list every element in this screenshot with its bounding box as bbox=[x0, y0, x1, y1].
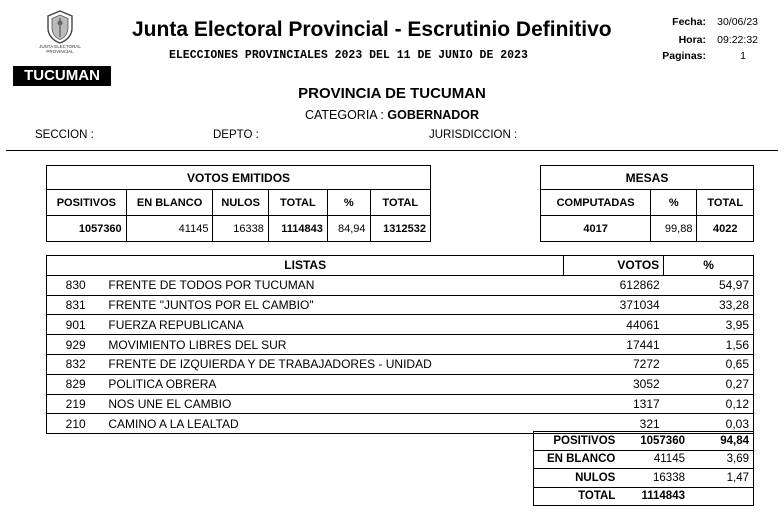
lista-pct: 3,95 bbox=[664, 315, 754, 335]
totales-pct: 3,69 bbox=[689, 450, 754, 469]
totales-row bbox=[534, 432, 754, 451]
header-total: TOTAL bbox=[268, 190, 327, 216]
totales-pct bbox=[689, 487, 754, 506]
header-mesas-total: TOTAL bbox=[697, 190, 754, 216]
logo-text-line1: JUNTA ELECTORAL bbox=[39, 44, 81, 49]
totales-row bbox=[534, 469, 754, 488]
lista-pct: 0,65 bbox=[664, 354, 754, 374]
listas-table bbox=[46, 255, 754, 434]
totales-row bbox=[534, 487, 754, 506]
categoria-value: GOBERNADOR bbox=[387, 108, 480, 122]
totales-row bbox=[534, 450, 754, 469]
header-total-padron: TOTAL bbox=[370, 190, 430, 216]
totales-label: TOTAL bbox=[534, 487, 620, 506]
table-row bbox=[47, 374, 754, 394]
value-mesas-total: 4022 bbox=[697, 216, 754, 242]
header-en-blanco: EN BLANCO bbox=[126, 190, 213, 216]
lista-votos: 44061 bbox=[564, 315, 664, 335]
totales-pct: 94,84 bbox=[689, 432, 754, 451]
totales-label: EN BLANCO bbox=[534, 450, 620, 469]
lista-votos: 612862 bbox=[564, 275, 664, 295]
hora-label: Hora: bbox=[678, 34, 706, 46]
lista-votos: 321 bbox=[564, 414, 664, 434]
lista-number: 829 bbox=[47, 374, 105, 394]
hora-value: 09:22:32 bbox=[717, 34, 758, 46]
table-row bbox=[47, 275, 754, 295]
totales-label: NULOS bbox=[534, 469, 620, 488]
seccion-label: SECCION : bbox=[35, 129, 94, 141]
fecha-value: 30/06/23 bbox=[717, 16, 758, 28]
paginas-value: 1 bbox=[740, 50, 746, 62]
page-title: Junta Electoral Provincial - Escrutinio Definitivo bbox=[132, 18, 612, 41]
votos-emitidos-table bbox=[46, 165, 431, 242]
lista-number: 929 bbox=[47, 335, 105, 355]
fecha-label: Fecha: bbox=[672, 16, 706, 28]
categoria-label: CATEGORIA : bbox=[304, 108, 384, 122]
lista-number: 219 bbox=[47, 394, 105, 414]
value-total-padron: 1312532 bbox=[370, 216, 430, 242]
header-pct: % bbox=[327, 190, 370, 216]
votos-emitidos-title: VOTOS EMITIDOS bbox=[47, 166, 431, 190]
lista-pct: 1,56 bbox=[664, 335, 754, 355]
lista-votos: 17441 bbox=[564, 335, 664, 355]
lista-name: FUERZA REPUBLICANA bbox=[104, 315, 564, 335]
value-pct: 84,94 bbox=[327, 216, 370, 242]
value-total: 1114843 bbox=[268, 216, 327, 242]
lista-votos: 7272 bbox=[564, 354, 664, 374]
depto-label: DEPTO : bbox=[213, 129, 259, 141]
junta-electoral-logo bbox=[35, 10, 85, 62]
lista-pct: 33,28 bbox=[664, 295, 754, 315]
lista-name: MOVIMIENTO LIBRES DEL SUR bbox=[104, 335, 564, 355]
jurisdiccion-label: JURISDICCION : bbox=[429, 129, 518, 141]
lista-name: FRENTE "JUNTOS POR EL CAMBIO" bbox=[104, 295, 564, 315]
lista-votos: 371034 bbox=[564, 295, 664, 315]
value-computadas: 4017 bbox=[541, 216, 651, 242]
votos-header: VOTOS bbox=[564, 256, 664, 276]
header-positivos: POSITIVOS bbox=[47, 190, 127, 216]
mesas-table bbox=[540, 165, 754, 242]
lista-pct: 0,12 bbox=[664, 394, 754, 414]
lista-name: POLITICA OBRERA bbox=[104, 374, 564, 394]
value-positivos: 1057360 bbox=[47, 216, 127, 242]
table-row bbox=[47, 315, 754, 335]
province-badge: TUCUMAN bbox=[13, 66, 111, 86]
lista-number: 832 bbox=[47, 354, 105, 374]
totales-votos: 41145 bbox=[619, 450, 689, 469]
header-mesas-pct: % bbox=[651, 190, 697, 216]
lista-votos: 3052 bbox=[564, 374, 664, 394]
value-en-blanco: 41145 bbox=[126, 216, 213, 242]
paginas-label: Paginas: bbox=[662, 50, 706, 62]
totales-table bbox=[533, 431, 754, 506]
header-computadas: COMPUTADAS bbox=[541, 190, 651, 216]
lista-pct: 0,27 bbox=[664, 374, 754, 394]
totales-label: POSITIVOS bbox=[534, 432, 620, 451]
header-nulos: NULOS bbox=[213, 190, 268, 216]
pct-header: % bbox=[664, 256, 754, 276]
lista-votos: 1317 bbox=[564, 394, 664, 414]
lista-number: 210 bbox=[47, 414, 105, 434]
categoria-line bbox=[0, 108, 784, 122]
totales-votos: 1114843 bbox=[619, 487, 689, 506]
lista-name: FRENTE DE IZQUIERDA Y DE TRABAJADORES - UNIDAD bbox=[104, 354, 564, 374]
lista-name: NOS UNE EL CAMBIO bbox=[104, 394, 564, 414]
logo-text-line2: PROVINCIAL bbox=[46, 49, 74, 54]
provincia-title: PROVINCIA DE TUCUMAN bbox=[298, 85, 486, 102]
lista-name: FRENTE DE TODOS POR TUCUMAN bbox=[104, 275, 564, 295]
lista-pct: 54,97 bbox=[664, 275, 754, 295]
value-nulos: 16338 bbox=[213, 216, 268, 242]
seal-icon bbox=[46, 10, 74, 44]
mesas-title: MESAS bbox=[541, 166, 754, 190]
lista-number: 830 bbox=[47, 275, 105, 295]
page-subtitle: ELECCIONES PROVINCIALES 2023 DEL 11 DE JUNIO DE 2023 bbox=[169, 49, 528, 62]
table-row bbox=[47, 295, 754, 315]
table-row bbox=[47, 354, 754, 374]
lista-number: 901 bbox=[47, 315, 105, 335]
table-row bbox=[47, 394, 754, 414]
lista-pct: 0,03 bbox=[664, 414, 754, 434]
header-divider bbox=[6, 150, 778, 151]
table-row bbox=[47, 335, 754, 355]
totales-votos: 1057360 bbox=[619, 432, 689, 451]
lista-name: CAMINO A LA LEALTAD bbox=[104, 414, 564, 434]
totales-pct: 1,47 bbox=[689, 469, 754, 488]
totales-votos: 16338 bbox=[619, 469, 689, 488]
listas-header: LISTAS bbox=[47, 256, 564, 276]
value-mesas-pct: 99,88 bbox=[651, 216, 697, 242]
lista-number: 831 bbox=[47, 295, 105, 315]
